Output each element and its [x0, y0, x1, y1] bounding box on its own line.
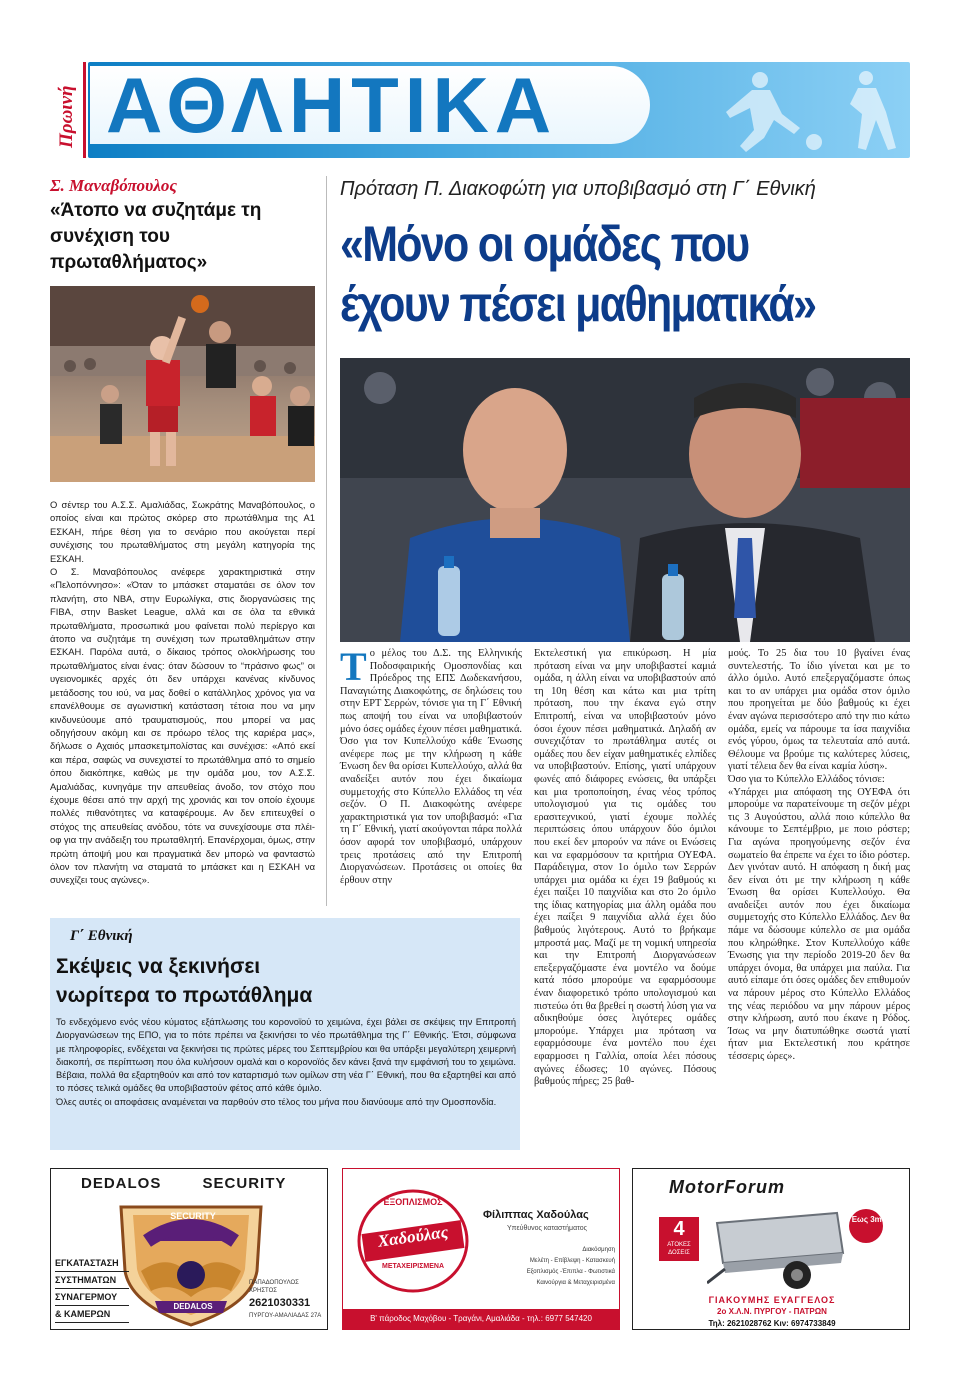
logo-arc-top: ΕΞΟΠΛΙΣΜΟΣ	[383, 1197, 443, 1207]
ad-contact-name: Φίλιππας Χαδούλας	[483, 1209, 589, 1221]
installments-badge	[659, 1217, 699, 1261]
main-article-headline	[340, 214, 835, 334]
left-article-kicker: Σ. Μαναβόπουλος	[50, 176, 177, 195]
service-item: ΣΥΝΑΓΕΡΜΟΥ	[55, 1289, 129, 1306]
column-text: ο μέλος του Δ.Σ. της Ελληνικής Ποδοσφαιρικής Ομοσπονδίας και Πρόεδρος της ΕΠΣ Δωδεκανήσου, Παναγιώτης Διακοφώτης, σε δηλώσεις του στην ΕΡΤ Σερρών, τόνισε για τη Γ΄ Εθνική πως αποψή του είναι να υποβιβαστούν μόνο όσες ομάδες έχουν πέσει μαθηματικά. Όσο για τον Κυπελλούχο κάθε Ένωσης ανέφερε πως με την κλήρωση η κάθε Ένωση δεν θα ορίσει Κυπελλούχο, αλλά θα αναδείξει αυτόν που έχει δικαίωμα συμμετοχής στο Κύπελλο Ελλάδος τη νέα σεζόν. Ο Π. Διακοφώτης ανέφερε χαρακτηριστικά για τον υποβιβασμό: «Για τη Γ΄ Εθνική, γιατί ακούγονται πάρα πολλά όσον αφορά τον υποβιβασμό, υπάρχουν τρεις προτάσεις από την Επιτροπή Διοργανώσεων. Προτάσεις οι οποίες θα έρθουν στην	[340, 648, 522, 886]
ad-motorforum[interactable]	[632, 1168, 910, 1330]
article-column-2	[534, 648, 716, 1089]
box-body	[56, 1016, 516, 1109]
size-badge: Έως 3m	[849, 1209, 883, 1243]
left-article-body	[50, 498, 315, 887]
logo-arc-bottom: ΜΕΤΑΧΕΙΡΙΣΜΕΝΑ	[381, 1263, 445, 1270]
badge-number: 4	[673, 1218, 685, 1240]
ad-services	[55, 1255, 129, 1323]
ad-services	[511, 1245, 615, 1289]
main-article-kicker: Πρόταση Π. Διακοφώτη για υποβιβασμό στη Γ΄ Εθνική	[340, 178, 816, 200]
officials-photo	[340, 358, 910, 642]
headline-line: νωρίτερα το πρωτάθλημα	[56, 984, 313, 1007]
shield-bottom-text: DEDALOS	[173, 1302, 213, 1311]
trailer-icon	[707, 1203, 847, 1293]
service-item: Μελέτη - Επίβλεψη - Κατασκευή	[529, 1258, 615, 1264]
box-headline	[56, 952, 312, 1010]
ad-title-right: SECURITY	[202, 1175, 287, 1192]
article-column-3	[728, 648, 910, 1064]
basketball-scene-image	[50, 286, 315, 482]
column-text: Όσο για το Κύπελλο Ελλάδος τόνισε:	[728, 773, 885, 785]
box-paragraph: Το ενδεχόμενο ενός νέου κύματος εξάπλωσης του κορονοϊού το χειμώνα, έχει βάλει σε σκέψεις την Επιτροπή Διοργανώσεων της ΕΠΟ, για το πότε πρέπει να ξεκινήσει το νέο πρωτάθλημα της Γ΄ Εθνικής. Έτσι, σύμφωνα με πληροφορίες, ενδέχεται να ξεκινήσει τις πρώτες μέρες του Σεπτεμβρίου και θα υπάρξει μεγαλύτερη χειμερινή διακοπή, σε περίπτωση που όλα κυλήσουν ομαλά και ο κορονοϊός δεν κάνει ξανά την εμφάνισή του το χειμώνα. Βέβαια, πολλά θα εξαρτηθούν και από τον καταρτισμό των ομίλων στη νέα Γ΄ Εθνική, που θα εξαρτηθεί και από το πόσες τελικά ομάδες θα υποβιβαστούν φέτος από κάθε όμιλο.	[56, 1017, 516, 1094]
logo-brand: Χαδούλας	[376, 1222, 450, 1251]
ad-xadoulas[interactable]	[342, 1168, 620, 1330]
left-article-header	[50, 176, 315, 276]
ad-title-left: DEDALOS	[81, 1175, 162, 1192]
headline-line: «Μόνο οι ομάδες που	[340, 216, 749, 272]
column-divider	[326, 176, 327, 906]
ad-phone[interactable]: 2621030331	[249, 1297, 311, 1309]
ad-owner: ΠΑΠΑΔΟΠΟΥΛΟΣ ΧΡΗΣΤΟΣ	[249, 1280, 299, 1294]
service-item: Εξοπλισμός -Έπιπλα - Φωτιστικά	[526, 1269, 615, 1275]
left-paragraph: Ο σέντερ του Α.Σ.Σ. Αμαλιάδας, Σωκράτης Μαναβόπουλος, ο οποίος είναι και πρώτος σκόρερ στο πρωτάθλημα της Α1 ΕΣΚΑΗ, πήρε θέση για το σενάριο που ακούγεται περί συνέχισης του πρωταθλήματος στη μεγάλη κατηγορία της ΕΣΚΑΗ.	[50, 499, 315, 564]
officials-scene-image	[340, 358, 910, 642]
service-item: Καινούργια & Μεταχειρισμένα	[536, 1280, 615, 1286]
drop-cap: Τ	[340, 644, 367, 689]
shield-top-text: SECURITY	[170, 1211, 216, 1221]
motorforum-logo: MotorForum	[669, 1177, 785, 1197]
left-article-headline: «Άτοπο να συζητάμε τη συνέχιση του πρωταθλήματος»	[50, 200, 262, 273]
service-item: ΣΥΣΤΗΜΑΤΩΝ	[55, 1272, 129, 1289]
brand-text: Πρωινή	[56, 85, 77, 148]
service-item: Διακόσμηση	[582, 1247, 615, 1253]
column-text: «Υπάρχει μια απόφαση της ΟΥΕΦΑ ότι μπορούμε να παρατείνουμε τη σεζόν μέχρι τις 3 Αυγούστου, αλλά ποιο κύπελλο θα κάνουμε το Σεπτέμβριο, με ποιο ρόστερ; Για αγώνα προηγούμενης σεζόν ένα σωματείο θα έπρεπε να έχει το ίδιο ρόστερ. Δεν γινόταν αυτό. Η απόφαση η δική μας δεν είναι ότι με την κλήρωση η κάθε Ένωση θα ορίσει Κυπελλούχο. Θα αναδείξει αυτόν που έχει δικαίωμα συμμετοχής στο Κύπελλο Ελλάδος. Δεν θα πάμε να δώσουμε κύπελλο σε μια ομάδα που κληρώθηκε. Στον Κυπελλούχο κάθε Ένωσης για την περίοδο 2019-20 δεν θα υπάρχει όνομα, θα υπάρχει μια παύλα. Για αυτό είπαμε ότι όσες ομάδες δεν επιθυμούν να πάρουν μέρος στο Κύπελλο Ελλάδος της νέας περιόδου να μην πάρουν μέρος στην κλήρωση, αυτό που έκανε η Ρόδος. Ίσως να μην διατυπώθηκε σωστά γιατί ήταν μια Εκτελεστική που κράτησε τέσσερις ώρες».	[728, 786, 910, 1062]
ad-address: ΠΥΡΓΟΥ-ΑΜΑΛΙΑΔΑΣ 27Α	[249, 1313, 322, 1319]
side-box-article	[50, 918, 520, 1150]
service-item: & ΚΑΜΕΡΩΝ	[55, 1306, 129, 1323]
footballer-silhouette-icon	[690, 68, 900, 154]
box-kicker: Γ΄ Εθνική	[70, 928, 133, 944]
ad-phone[interactable]: Τηλ: 2621028762 Κιν: 6974733849	[708, 1319, 836, 1328]
column-text: μούς. Το 25 δια του 10 βγαίνει ένας συντελεστής. Το ίδιο γίνεται και με το άλλο όμιλο. Αυτό επεξεργαζόμαστε όπως και το αν υπάρχει μια ομάδα στον όμιλο που προηγείται με δύο βαθμούς κι έχει έναν αγώνα περισσότερο από την πιο κάτω ομάδα, εμείς να πάρουμε τα ίσα παιχνίδια ενός γύρου, όμως τα τελευταία από αυτά. Θέλουμε να βρούμε τις καλύτερες λύσεις, γιατί τέλεια δεν θα είναι καμία λύση».	[728, 648, 910, 773]
ad-contact-role: Υπεύθυνος καταστήματος	[507, 1225, 588, 1232]
left-paragraph: Ο Σ. Μαναβόπουλος ανέφερε χαρακτηριστικά στην «Πελοπόννησο»: «Όταν το μπάσκετ σταματάει σε όλον τον πλανήτη, στο NBA, στην Ευρωλίγκα, στις διοργανώσεις της FIBA, στην Basket League, αλλά και σε όλα τα εθνικά πρωταθλήματα, προσωπικά μου φαίνεται πολύ περίεργο και άτοπο να συζητάμε τη συνέχιση των πρωταθλημάτων στην ΕΣΚΑΗ. Παρόλα αυτά, ο δίκαιος τρόπος ολοκλήρωσης του πρωταθλήματος είναι ένας: όταν δώσουν το “πράσινο φως” οι υγειονομικές αρχές ότι δεν υπάρχει κανένας κίνδυνος μετάδοσης του ιού, να μας δοθεί ο κατάλληλος χρόνος για να επανέλθουμε σε αγωνιστική κατάσταση τέτοια που να μην κινδυνεύουμε από τραυματισμούς, που μπορεί να μας οδηγήσουν ακόμη και σε πρόωρο τέλος της καριέρα μας», δήλωσε ο Αχαιός μπασκετμπολίστας και συνέχισε: «Από εκεί και πέρα, σαφώς να συνεχιστεί το πρωτάθλημα από το σημείο όπου διακόπηκε, καθώς με την ομάδα μου, τον Α.Σ.Σ. Αμαλιάδας, κυνηγάμε την απευθείας άνοδο, τον στόχο που έχουμε θέσει από την αρχή της χρονιάς και τον οποίο έχουμε πολλές πιθανότητες να καταφέρουμε. Αν δεν επιτευχθεί ο στόχος της απευθείας ανόδου, τότε να συνεχίσουμε στα πλέι-οφ για την ανάδειξη του πρωταθλητή. Επανέρχομαι, όμως, στην πρώτη άποψή μου και πραγματικά δεν μπορώ να φανταστώ όλον τον πλανήτη να σταματά το μπάσκετ και η ΕΣΚΑΗ να συνεχίζει τους αγώνες».	[50, 566, 315, 886]
badge-text: ΑΤΟΚΕΣ ΔΟΣΕΙΣ	[667, 1242, 691, 1256]
headline-line: Σκέψεις να ξεκινήσει	[56, 955, 261, 978]
ad-dedalos-security[interactable]	[50, 1168, 328, 1330]
basketball-photo	[50, 286, 315, 482]
service-item: ΕΓΚΑΤΑΣΤΑΣΗ	[55, 1255, 129, 1272]
ad-footer: Β' πάροδος Μαχόβου - Τραγάνι, Αμαλιάδα - τηλ.: 6977 547420	[343, 1309, 619, 1329]
headline-line: έχουν πέσει μαθηματικά»	[340, 276, 816, 332]
column-text: Εκτελεστική για επικύρωση. Η μία πρόταση είναι να μην υποβιβαστεί καμιά ομάδα, η άλλη είναι να υποβιβαστούν από τη 10η θέση και κάτω και μια τρίτη πρόταση, που την έκανα εγώ στην Επιτροπή, είναι να υποβιβαστούν μόνο όσοι έχουν πέσει μαθηματικά. Δηλαδή αν συνεχιζόταν το πρωτάθλημα αυτές οι ομάδες που δεν είχαν μαθηματικές ελπίδες να υποβιβαστούν. Επίσης, γιατί υπάρχουν φωνές από διάφορες ενώσεις, θα υπάρξει και μια τροποποίηση, ένας νέος τρόπος υπολογισμού για τις ομάδες του ερασιτεχνικού, γιατί έχουμε πολλές περιπτώσεις όπου υπάρχουν δύο όμιλοι που εκεί δεν μπορούν να πάνε οι Ενώσεις και να εφαρμόσουν τα κριτήρια ΟΥΕΦΑ. Παράδειγμα, στον 1ο όμιλο των Σερρών υπάρχει μια ομάδα κι έχει 19 βαθμούς κι έχει παίξει 10 παιχνίδια και στο 2ο όμιλο της ίδιας κατηγορίας μια άλλη ομάδα που έχει παίξει 9 παιχνίδια αλλά έχει δύο βαθμούς λιγότερους. Αυτό το βρήκαμε μπροστά μας. Μαζί με τη νομική υπηρεσία και την Επιτροπή Διοργανώσεων επεξεργαζόμαστε ένα μοντέλο να δούμε κατά πόσο μπορούμε να εφαρμόσουμε έναν διαφορετικό τρόπο υπολογισμού και πιστεύω ότι θα βρεθεί η σωστή λύση για να αδικηθούμε όσες λιγότερες ομάδες μπορούμε. Υπάρχει μια πρόταση να εφαρμόσουμε ένα μοντέλο που έχει εφαρμοσει η Γαλλία, οποία λέει πόσους αγώνες έδωσες; 10 αγώνες. Πόσους βαθμούς πήρες; 25 βαθ-	[534, 648, 716, 1088]
article-column-1	[340, 644, 522, 887]
section-banner	[50, 62, 910, 158]
ad-title	[81, 1175, 322, 1192]
ad-address: 2ο Χ.Λ.Ν. ΠΥΡΓΟΥ - ΠΑΤΡΩΝ	[717, 1307, 827, 1316]
ad-owner: ΓΙΑΚΟΥΜΗΣ ΕΥΑΓΓΕΛΟΣ	[708, 1295, 836, 1305]
box-paragraph: Όλες αυτές οι αποφάσεις αναμένεται να παρθούν στο τέλος του μήνα που διανύουμε από την Ομοσπονδία.	[56, 1096, 497, 1107]
newspaper-brand	[50, 62, 86, 158]
section-title: ΑΘΛΗΤΙΚΑ	[106, 61, 558, 149]
